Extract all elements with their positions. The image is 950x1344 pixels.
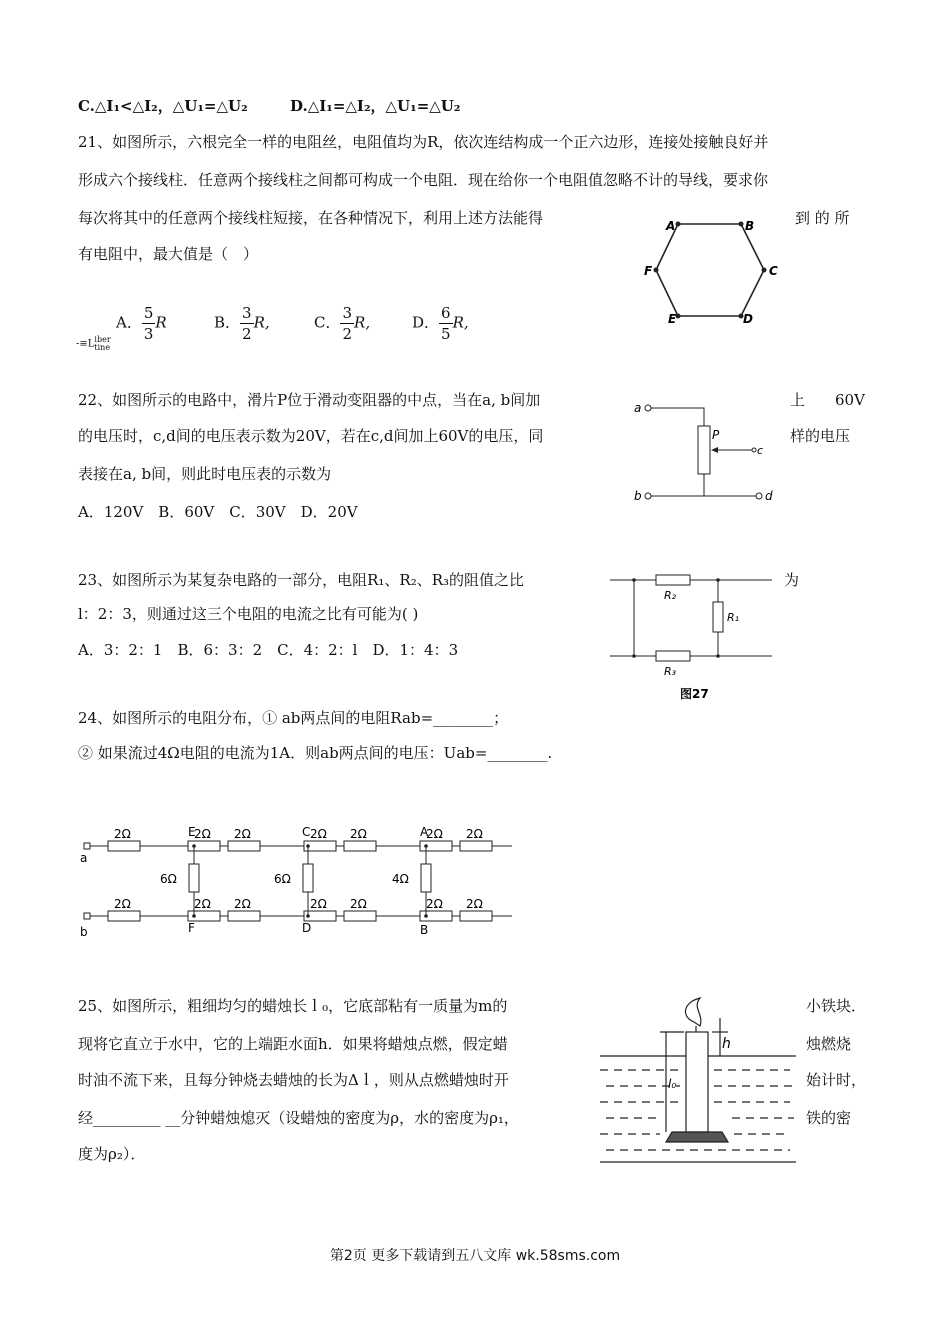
figure-caption: 图27 (680, 687, 709, 701)
q21-line1: 21、如图所示，六根完全一样的电阻丝，电阻值均为R，依次连结构成一个正六边形，连接处接触良好并 (78, 133, 769, 151)
resistor-vertical (189, 864, 199, 892)
hex-label-e: E (668, 312, 677, 324)
q20-option-c: C.△I₁<△I₂，△U₁=△U₂ (78, 97, 248, 115)
q25-line2a: 现将它直立于水中，它的上端距水面h．如果将蜡烛点燃，假定蜡 (78, 1035, 508, 1053)
q21-line2: 形成六个接线柱．任意两个接线柱之间都可构成一个电阻．现在给你一个电阻值忽略不计的导线，要求你 (78, 171, 769, 189)
q21-stray-mark: -≡L iber tine (76, 335, 111, 352)
label-vertical-resistor: 6Ω (160, 872, 177, 886)
label-2ohm: 2Ω (466, 827, 483, 841)
q25-line2b: 烛燃烧 (806, 1035, 852, 1053)
label-2ohm: 2Ω (426, 827, 443, 841)
candle-label-l0: l₀ (668, 1077, 677, 1091)
q22-line1a: 22、如图所示的电路中，滑片P位于滑动变阻器的中点，当在a, b间加 (78, 391, 541, 409)
node-label-c: C (302, 825, 311, 839)
q21-option-c: C． $\frac{3}{2}$ R, (314, 304, 371, 343)
label-r2: R₂ (664, 589, 677, 602)
candle-figure (600, 996, 796, 1168)
label-2ohm: 2Ω (114, 897, 131, 911)
label-2ohm: 2Ω (466, 897, 483, 911)
q22-line2a: 的电压时，c,d间的电压表示数为20V，若在c,d间加上60V的电压，同 (78, 427, 544, 445)
terminal-label-b: b (80, 925, 88, 939)
rheo-label-p: P (712, 428, 720, 442)
rheo-label-a: a (634, 401, 642, 415)
label-2ohm: 2Ω (310, 897, 327, 911)
label-2ohm: 2Ω (350, 827, 367, 841)
label-2ohm: 2Ω (310, 827, 327, 841)
terminal-a (84, 843, 90, 849)
resistor-2ohm (108, 911, 140, 921)
resistor-ladder-figure (76, 822, 516, 940)
q25-line3b: 始计时， (806, 1071, 867, 1089)
rheo-label-b: b (634, 489, 642, 503)
resistor-2ohm (344, 911, 376, 921)
q25-line3a: 时油不流下来，且每分钟烧去蜡烛的长为Δｌ，则从点燃蜡烛时开 (78, 1071, 509, 1089)
q24-line2: ② 如果流过4Ω电阻的电流为1A．则ab两点间的电压：Uab=________. (78, 744, 553, 762)
candle-label-h: h (722, 1036, 731, 1052)
label-2ohm: 2Ω (234, 897, 251, 911)
node-label-f: F (188, 921, 195, 935)
q22-line2b: 样的电压 (790, 427, 851, 445)
resistor-2ohm (460, 841, 492, 851)
label-vertical-resistor: 6Ω (274, 872, 291, 886)
q21-line3a: 每次将其中的任意两个接线柱短接，在各种情况下，利用上述方法能得 (78, 209, 544, 227)
node-label-e: E (188, 825, 196, 839)
node-label-a: A (420, 825, 429, 839)
resistor-vertical (303, 864, 313, 892)
node-label-d: D (302, 921, 312, 935)
resistor-vertical (421, 864, 431, 892)
q23-line1a: 23、如图所示为某复杂电路的一部分，电阻R₁、R₂、R₃的阻值之比 (78, 571, 525, 589)
resistor-2ohm (228, 911, 260, 921)
hex-label-a: A (666, 219, 676, 233)
label-2ohm: 2Ω (194, 827, 211, 841)
q22-options: A．120V B．60V C．30V D．20V (78, 503, 358, 521)
q25-line4b: 铁的密 (806, 1109, 852, 1127)
label-2ohm: 2Ω (234, 827, 251, 841)
label-2ohm: 2Ω (114, 827, 131, 841)
q20-option-d: D.△I₁=△I₂，△U₁=△U₂ (290, 97, 461, 115)
complex-circuit-figure (606, 568, 776, 706)
q22-line1b: 上 60V (790, 391, 865, 409)
hex-label-c: C (769, 264, 778, 278)
resistor-2ohm (344, 841, 376, 851)
resistor-2ohm (460, 911, 492, 921)
q21-option-a: A． $\frac{5}{3}$ R (116, 304, 167, 343)
q25-line1b: 小铁块． (806, 997, 867, 1015)
label-2ohm: 2Ω (194, 897, 211, 911)
label-vertical-resistor: 4Ω (392, 872, 409, 886)
q24-line1: 24、如图所示的电阻分布，① ab两点间的电阻Rab=________； (78, 709, 509, 727)
hexagon-figure (638, 212, 788, 324)
q21-line4: 有电阻中，最大值是（ ） (78, 245, 259, 263)
label-2ohm: 2Ω (350, 897, 367, 911)
rheo-label-d: d (765, 489, 773, 503)
terminal-label-a: a (80, 851, 88, 865)
rheo-label-c: c (757, 444, 764, 457)
q23-line1b: 为 (784, 571, 800, 589)
q23-line2: l：2：3，则通过这三个电阻的电流之比有可能为( ) (78, 605, 419, 623)
page-footer: 第2页 更多下载请到五八文库 wk.58sms.com (329, 1248, 621, 1264)
q21-option-b: B． $\frac{3}{2}$ R, (214, 304, 270, 343)
q21-option-d: D． $\frac{6}{5}$ R, (412, 304, 469, 343)
hex-label-b: B (745, 219, 755, 233)
hex-label-d: D (743, 312, 753, 324)
resistor-2ohm (228, 841, 260, 851)
label-r3: R₃ (664, 665, 677, 678)
rheostat-figure (628, 392, 778, 510)
q25-line5: 度为ρ₂）． (78, 1145, 146, 1163)
q25-line4a: 经_________ __分钟蜡烛熄灭（设蜡烛的密度为ρ，水的密度为ρ₁， (78, 1109, 519, 1127)
q21-line3b: 到 的 所 (795, 209, 850, 227)
q22-line3: 表接在a, b间，则此时电压表的示数为 (78, 465, 332, 483)
hex-label-f: F (644, 264, 653, 278)
q23-options: A．3：2：1 B．6：3：2 C．4：2：l D．1：4：3 (78, 641, 459, 659)
terminal-b (84, 913, 90, 919)
label-r1: R₁ (727, 611, 740, 624)
resistor-2ohm (108, 841, 140, 851)
q25-line1a: 25、如图所示，粗细均匀的蜡烛长ｌ₀，它底部粘有一质量为m的 (78, 997, 508, 1015)
label-2ohm: 2Ω (426, 897, 443, 911)
node-label-b: B (420, 923, 429, 937)
